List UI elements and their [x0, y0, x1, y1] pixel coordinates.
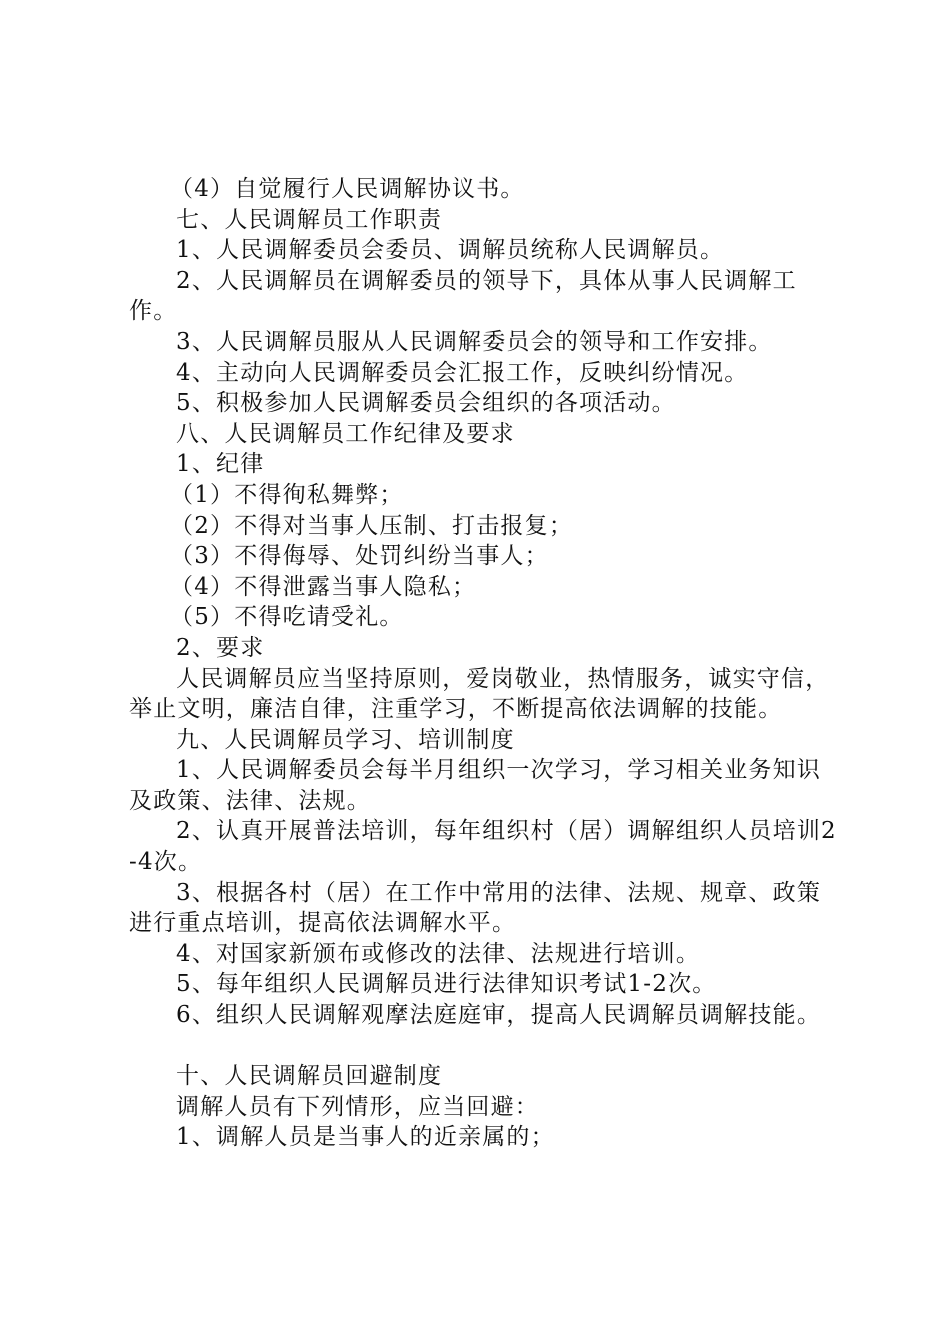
paragraph-training-3: 3、根据各村（居）在工作中常用的法律、法规、规章、政策进行重点培训，提高依法调解水平。 [129, 879, 822, 937]
paragraph-requirements: 人民调解员应当坚持原则，爱岗敬业，热情服务，诚实守信，举止文明，廉洁自律，注重学习，不断提高依法调解的技能。 [129, 665, 830, 723]
discipline-item-5: （5）不得吃请受礼。 [170, 604, 404, 631]
blank-line [129, 1031, 841, 1062]
section-heading-9-training: 九、人民调解员学习、培训制度 [176, 726, 515, 753]
document-body [129, 174, 841, 1153]
paragraph-duty-2: 2、人民调解员在调解委员的领导下，具体从事人民调解工作。 [129, 267, 797, 325]
discipline-item-3: （3）不得侮辱、处罚纠纷当事人； [170, 543, 549, 570]
paragraph-item-4-fulfill-agreement: （4）自觉履行人民调解协议书。 [170, 176, 525, 202]
paragraph-training-1: 1、人民调解委员会每半月组织一次学习，学习相关业务知识及政策、法律、法规。 [129, 757, 822, 814]
section-heading-8-discipline: 八、人民调解员工作纪律及要求 [176, 420, 515, 447]
paragraph-training-4: 4、对国家新颁布或修改的法律、法规进行培训。 [176, 940, 701, 967]
paragraph-recusal-1: 1、调解人员是当事人的近亲属的； [176, 1124, 555, 1151]
paragraph-recusal-intro: 调解人员有下列情形，应当回避： [176, 1093, 539, 1120]
section-heading-7-duties: 七、人民调解员工作职责 [176, 206, 443, 233]
paragraph-duty-3: 3、人民调解员服从人民调解委员会的领导和工作安排。 [176, 328, 773, 355]
paragraph-duty-1: 1、人民调解委员会委员、调解员统称人民调解员。 [176, 237, 725, 264]
paragraph-duty-5: 5、积极参加人民调解委员会组织的各项活动。 [176, 390, 676, 417]
subheading-requirements: 2、要求 [176, 634, 265, 661]
subheading-discipline: 1、纪律 [176, 451, 265, 478]
paragraph-training-5: 5、每年组织人民调解员进行法律知识考试1-2次。 [176, 971, 717, 998]
section-heading-10-recusal: 十、人民调解员回避制度 [176, 1063, 443, 1090]
paragraph-training-2: 2、认真开展普法培训，每年组织村（居）调解组织人员培训2-4次。 [129, 818, 837, 876]
discipline-item-1: （1）不得徇私舞弊； [170, 481, 404, 508]
paragraph-training-6: 6、组织人民调解观摩法庭庭审，提高人民调解员调解技能。 [176, 1002, 822, 1029]
discipline-item-4: （4）不得泄露当事人隐私； [170, 573, 477, 600]
discipline-item-2: （2）不得对当事人压制、打击报复； [170, 512, 574, 539]
paragraph-duty-4: 4、主动向人民调解委员会汇报工作，反映纠纷情况。 [176, 359, 749, 386]
